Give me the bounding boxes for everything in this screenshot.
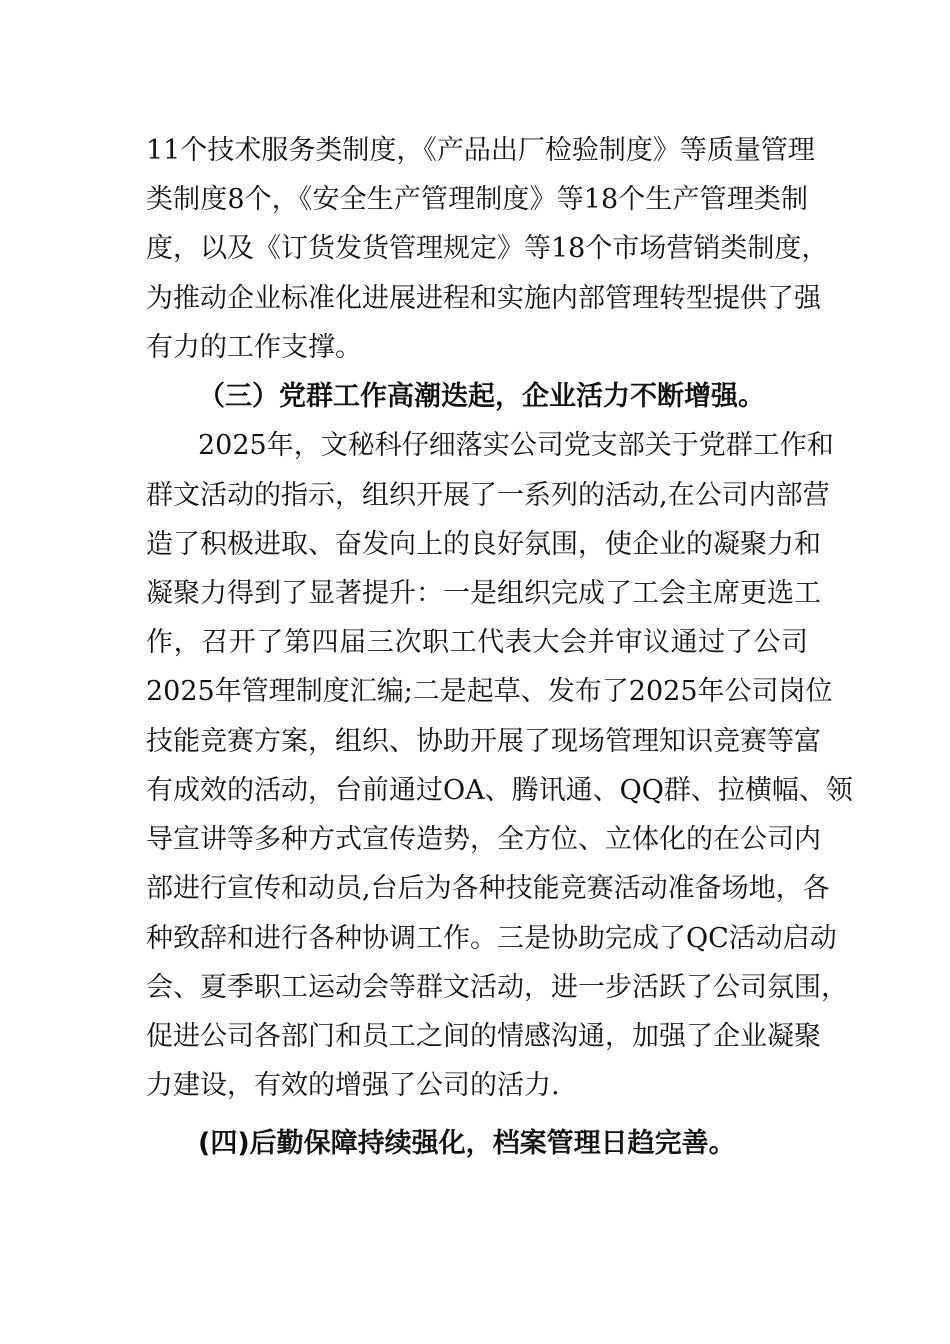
paragraph-line: 群文活动的指示，组织开展了一系列的活动,在公司内部营	[146, 480, 830, 511]
paragraph-line: 有成效的活动，台前通过OA、腾讯通、QQ群、拉横幅、领	[146, 775, 853, 806]
paragraph-line: 2025年管理制度汇编;二是起草、发布了2025年公司岗位	[146, 676, 833, 707]
paragraph-line: 种致辞和进行各种协调工作。三是协助完成了QC活动启动	[146, 923, 837, 954]
section-heading: （三）党群工作高潮迭起，企业活力不断增强。	[198, 381, 765, 412]
paragraph-line: 部进行宣传和动员,台后为各种技能竞赛活动准备场地，各	[146, 873, 830, 904]
paragraph-line: 度，以及《订货发货管理规定》等18个市场营销类制度，	[146, 233, 829, 264]
paragraph-line: 为推动企业标准化进展进程和实施内部管理转型提供了强	[146, 283, 821, 314]
paragraph-line: 作，召开了第四届三次职工代表大会并审议通过了公司	[146, 627, 808, 658]
paragraph-line: 造了积极进取、奋发向上的良好氛围，使企业的凝聚力和	[146, 529, 821, 560]
paragraph-line: 2025年，文秘科仔细落实公司党支部关于党群工作和	[198, 430, 834, 461]
paragraph-line: 力建设，有效的增强了公司的活力.	[146, 1070, 560, 1101]
paragraph-line: 凝聚力得到了显著提升：一是组织完成了工会主席更选工	[146, 578, 821, 609]
paragraph-line: 类制度8个，《安全生产管理制度》等18个生产管理类制	[146, 184, 808, 215]
paragraph-line: 导宣讲等多种方式宣传造势，全方位、立体化的在公司内	[146, 824, 821, 855]
paragraph-line: 技能竞赛方案，组织、协助开展了现场管理知识竞赛等富	[146, 726, 821, 757]
paragraph-line: 会、夏季职工运动会等群文活动，进一步活跃了公司氛围，	[146, 972, 848, 1003]
paragraph-line: 促进公司各部门和员工之间的情感沟通，加强了企业凝聚	[146, 1021, 821, 1052]
paragraph-line: 11个技术服务类制度，《产品出厂检验制度》等质量管理	[146, 135, 815, 166]
section-heading: (四)后勤保障持续强化，档案管理日趋完善。	[198, 1128, 736, 1159]
paragraph-line: 有力的工作支撑。	[146, 332, 362, 363]
